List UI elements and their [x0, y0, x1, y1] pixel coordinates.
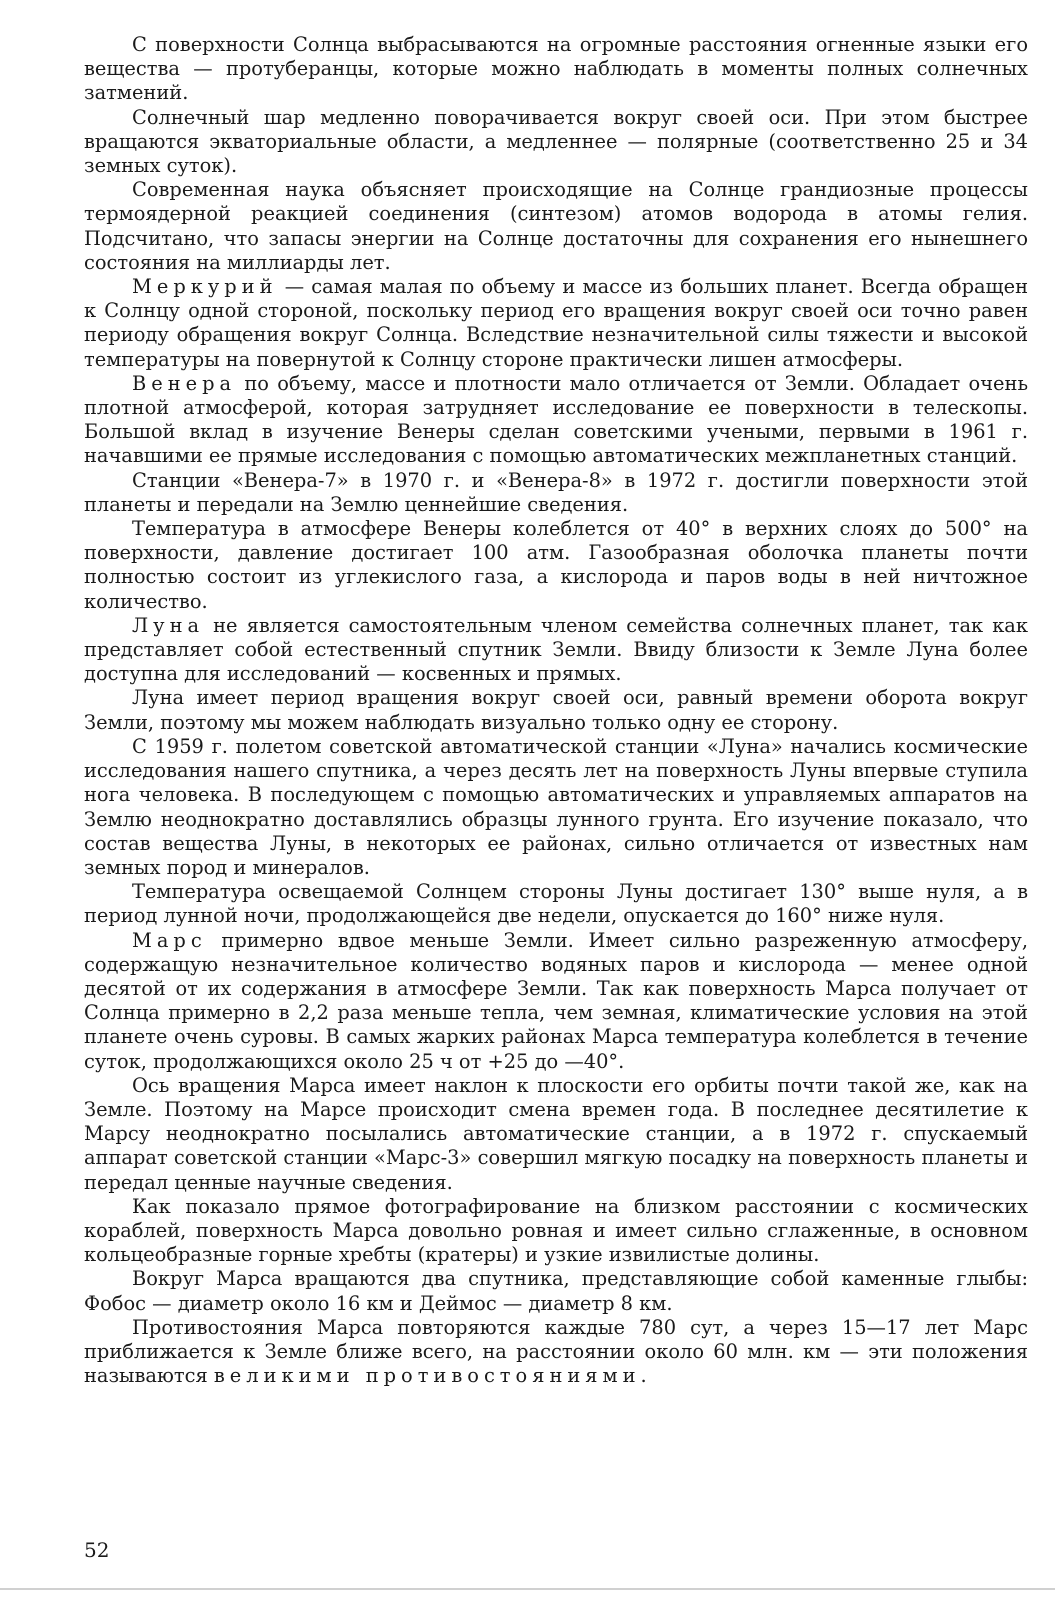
paragraph-text: примерно вдвое меньше Земли. Имеет сильно разреженную атмосферу, содержащую незначительное количество водяных паров и кислорода — менее одной десятой от их содержания в атмосфере Земли. Так как поверхность Марса получает от Солнца примерно в 2,2 раза меньше тепла, чем земная, климатические условия на этой планете очень суровы. В самых жарких районах Марса температура колеблется в течение суток, продолжающихся около 25 ч от +25 до —40°. [84, 928, 1028, 1073]
paragraph-text: Станции «Венера-7» в 1970 г. и «Венера-8» в 1972 г. достигли поверхности этой планеты и передали на Землю ценнейшие сведения. [84, 468, 1028, 516]
paragraph-fusion [84, 178, 1028, 275]
paragraph-text: не является самостоятельным членом семейства солнечных планет, так как представляет собой естественный спутник Земли. Ввиду близости к Земле Луна более доступна для исследований — косвенных и прямых. [84, 613, 1028, 686]
paragraph-sun-rotation [84, 106, 1028, 179]
paragraph-moon-exploration [84, 735, 1028, 880]
paragraph-text: Ось вращения Марса имеет наклон к плоскости его орбиты почти такой же, как на Земле. Поэтому на Марсе происходит смена времен года. В последнее десятилетие к Марсу неоднократно посылались автоматические станции, а в 1972 г. спускаемый аппарат советской станции «Марс-3» совершил мягкую посадку на поверхность планеты и передал ценные научные сведения. [84, 1073, 1028, 1194]
paragraph-mars-surface [84, 1195, 1028, 1268]
planet-name-mars: Марс [132, 928, 207, 952]
paragraph-text: С 1959 г. полетом советской автоматической станции «Луна» начались космические исследования нашего спутника, а через десять лет на поверхность Луны впервые ступила нога человека. В последующем с помощью автоматических и управляемых аппаратов на Землю неоднократно доставлялись образцы лунного грунта. Его изучение показало, что состав вещества Луны, в некоторых ее районах, сильно отличается от известных нам земных пород и минералов. [84, 734, 1028, 879]
paragraph-moon-temperature [84, 880, 1028, 928]
planet-name-venus: Венера [132, 371, 237, 395]
paragraph-text: Как показало прямое фотографирование на близком расстоянии с космических кораблей, поверхность Марса довольно ровная и имеет сильно сглаженные, в основном кольцеобразные горные хребты (кратеры) и узкие извилистые долины. [84, 1194, 1028, 1267]
paragraph-venus [84, 372, 1028, 469]
paragraph-moon-rotation [84, 686, 1028, 734]
paragraph-text: Температура в атмосфере Венеры колеблется от 40° в верхних слоях до 500° на поверхности, давление достигает 100 атм. Газообразная оболочка планеты почти полностью состоит из углекислого газа, а кислорода и паров воды в ней ничтожное количество. [84, 517, 1028, 613]
paragraph-mars-moons [84, 1267, 1028, 1315]
paragraph-text: Солнечный шар медленно поворачивается вокруг своей оси. При этом быстрее вращаются экваториальные области, а медленнее — полярные (соответственно 25 и 34 земных суток). [84, 105, 1028, 178]
paragraph-mars-axis [84, 1074, 1028, 1195]
paragraph-venera-stations [84, 469, 1028, 517]
paragraph-mars-oppositions [84, 1316, 1028, 1389]
paragraph-moon [84, 614, 1028, 687]
paragraph-text: по объему, массе и плотности мало отличается от Земли. Обладает очень плотной атмосферой, которая затрудняет исследование ее поверхности в телескопы. Большой вклад в изучение Венеры сделан советскими учеными, первыми в 1961 г. начавшими ее прямые исследования с помощью автоматических межпланетных станций. [84, 371, 1028, 468]
paragraph-text: Противостояния Марса повторяются каждые 780 сут, а через 15—17 лет Марс приближается к Земле ближе всего, на расстоянии около 60 млн. км — эти положения называются [84, 1315, 1028, 1388]
page-body [84, 33, 1028, 1388]
paragraph-text: Луна имеет период вращения вокруг своей оси, равный времени оборота вокруг Земли, поэтому мы можем наблюдать визуально только одну ее сторону. [84, 686, 1028, 734]
page-number: 52 [84, 1538, 110, 1562]
paragraph-text: Современная наука объясняет происходящие на Солнце грандиозные процессы термоядерной реакцией соединения (синтезом) атомов водорода в атомы гелия. Подсчитано, что запасы энергии на Солнце достаточны для сохранения его нынешнего состояния на миллиарды лет. [84, 178, 1028, 274]
planet-name-moon: Луна [132, 613, 205, 637]
great-oppositions-term: великими противостояниями [213, 1364, 641, 1388]
paragraph-end: . [640, 1364, 647, 1388]
paragraph-text: Вокруг Марса вращаются два спутника, представляющие собой каменные глыбы: Фобос — диаметр около 16 км и Деймос — диаметр 8 км. [84, 1267, 1028, 1315]
paragraph-mars [84, 929, 1028, 1074]
page-edge-divider [0, 1588, 1055, 1590]
paragraph-prominences [84, 33, 1028, 106]
paragraph-text: С поверхности Солнца выбрасываются на огромные расстояния огненные языки его вещества — протуберанцы, которые можно наблюдать в моменты полных солнечных затмений. [84, 33, 1028, 105]
paragraph-mercury [84, 275, 1028, 372]
paragraph-text: Температура освещаемой Солнцем стороны Луны достигает 130° выше нуля, а в период лунной ночи, продолжающейся две недели, опускается до 160° ниже нуля. [84, 880, 1028, 928]
paragraph-text: — самая малая по объему и массе из больших планет. Всегда обращен к Солнцу одной стороной, поскольку период его вращения вокруг своей оси точно равен периоду обращения вокруг Солнца. Вследствие незначительной силы тяжести и высокой температуры на повернутой к Солнцу стороне практически лишен атмосферы. [84, 275, 1028, 371]
paragraph-venus-atmosphere [84, 517, 1028, 614]
planet-name-mercury: Меркурий [132, 275, 278, 299]
